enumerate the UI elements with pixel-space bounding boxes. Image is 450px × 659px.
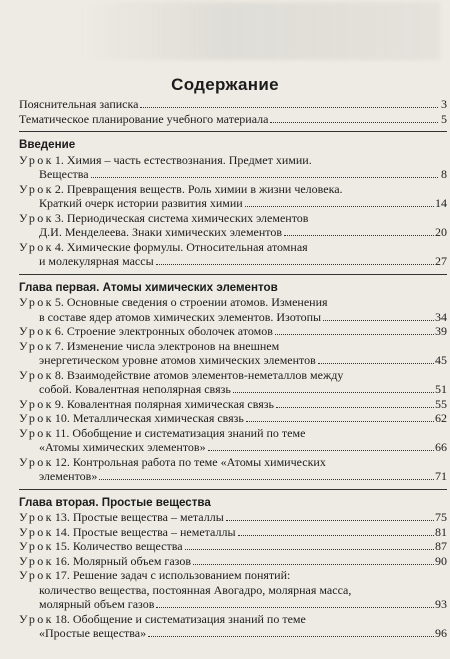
entry-text: 18. Обобщение и систематизация знаний по теме [54,611,306,626]
toc-entry-line [19,196,447,211]
toc-entry-line [19,182,447,197]
dot-leader [233,392,434,393]
page-number: 90 [435,553,447,568]
entry-text: Вещества [39,167,89,181]
toc-entry-line [19,554,447,569]
lesson-label: Урок [19,181,54,196]
section-divider [19,131,447,132]
page-number: 14 [435,196,447,210]
entry-text: 15. Количество вещества [54,539,183,553]
entry-text: Д.И. Менделеева. Знаки химических элементов [39,225,283,239]
toc-entry [19,240,447,269]
entry-text: количество вещества, постоянная Авогадро, молярная масса, [39,582,352,597]
dot-leader [185,549,434,550]
toc-entry-line [19,339,447,354]
dot-leader [246,421,434,422]
page-number: 87 [435,539,447,553]
lesson-label: Урок [19,553,54,568]
page-number: 27 [435,254,447,268]
entry-text: Тематическое планирование учебного материала [19,111,269,126]
toc-entry-line [19,510,447,525]
toc-entry-line [19,324,447,339]
dot-leader [275,334,434,335]
page-title: Содержание [171,75,279,94]
entry-text: 10. Металлическая химическая связь [54,411,244,425]
page-number: 39 [435,324,447,338]
toc-entry-line [19,612,447,627]
entry-text: 11. Обобщение и систематизация знаний по теме [54,425,306,440]
lesson-label: Урок [19,611,54,626]
section-divider [19,489,447,490]
dot-leader [156,264,434,265]
entry-text: собой. Ковалентная неполярная связь [39,382,231,396]
toc-entry-line [19,225,447,240]
entry-text: 1. Химия – часть естествознания. Предмет химии. [54,152,312,167]
dot-leader [284,235,434,236]
lesson-label: Урок [19,510,54,524]
toc-entry [19,368,447,397]
toc-entry-line [19,469,447,484]
dot-leader [276,407,434,408]
toc-entry-line [19,568,447,583]
entry-text: 8. Взаимодействие атомов элементов-неметаллов между [54,367,344,382]
lesson-label: Урок [19,210,54,225]
dot-leader [238,535,434,536]
page-number: 66 [435,440,447,454]
section-heading: Глава первая. Атомы химических элементов [19,280,278,294]
section-divider [19,274,447,275]
dot-leader [91,177,438,178]
dot-leader [99,479,434,480]
lesson-label: Урок [19,295,54,309]
section-heading: Введение [19,138,76,151]
page-number: 34 [435,309,447,324]
entry-text: 13. Простые вещества – металлы [54,510,224,524]
page-number: 81 [435,524,447,539]
page-number: 3 [441,97,447,111]
toc-entry [19,612,447,641]
entry-text: 4. Химические формулы. Относительная атомная [54,239,308,254]
lesson-label: Урок [19,568,54,582]
toc-entry [19,426,447,455]
entry-text: 16. Молярный объем газов [54,553,192,568]
entry-text: и молекулярная массы [39,254,154,268]
toc-entry-line [19,626,447,641]
page-number: 55 [435,396,447,411]
toc-entry [19,97,447,112]
entry-text: Пояснительная записка [19,97,139,111]
toc-section [19,496,447,641]
toc-entry-line [19,153,447,168]
bleed-through-text [80,2,440,60]
entry-text: «Простые вещества» [39,626,147,640]
lesson-label: Урок [19,524,54,539]
toc-entry-line [19,583,447,598]
entry-text: 9. Ковалентная полярная химическая связь [54,396,274,411]
toc-entry-line [19,112,447,127]
toc-entry-line [19,440,447,455]
toc-entry-line [19,525,447,540]
toc-entry-line [19,310,447,325]
toc-entry-line [19,411,447,426]
toc-entry-line [19,97,447,112]
toc-entry [19,211,447,240]
lesson-label: Урок [19,539,54,553]
dot-leader [226,520,434,521]
lesson-label: Урок [19,396,54,411]
toc-entry [19,411,447,426]
page-number: 5 [441,111,447,126]
entry-text: элементов» [39,469,98,483]
toc-entry-line [19,167,447,182]
page-number: 20 [435,225,447,239]
entry-text: «Атомы химических элементов» [39,440,206,454]
dot-leader [140,107,438,108]
page-number: 71 [435,469,447,483]
toc-section [19,97,447,132]
entry-text: 12. Контрольная работа по теме «Атомы химических [54,454,326,469]
entry-text: Краткий очерк истории развития химии [39,196,243,210]
page-number: 8 [441,167,447,181]
toc-entry [19,153,447,182]
page-number: 93 [435,597,447,611]
table-of-contents [19,97,447,641]
lesson-label: Урок [19,239,54,254]
toc-entry-line [19,539,447,554]
toc-entry-line [19,368,447,383]
page-number: 62 [435,411,447,425]
dot-leader [148,636,434,637]
toc-entry-line [19,353,447,368]
lesson-label: Урок [19,324,54,338]
dot-leader [193,564,434,565]
page-number: 45 [435,353,447,367]
toc-entry [19,568,447,612]
toc-entry [19,510,447,525]
toc-entry [19,112,447,127]
toc-entry [19,539,447,554]
toc-entry-line [19,211,447,226]
toc-entry [19,554,447,569]
toc-entry [19,455,447,484]
dot-leader [323,320,434,321]
entry-text: 2. Превращения веществ. Роль химии в жизни человека. [54,181,343,196]
dot-leader [245,206,434,207]
toc-entry [19,324,447,339]
toc-entry-line [19,295,447,310]
toc-entry-line [19,455,447,470]
page-number: 51 [435,382,447,396]
dot-leader [156,607,434,608]
toc-entry [19,339,447,368]
lesson-label: Урок [19,338,54,353]
toc-entry [19,397,447,412]
entry-text: 5. Основные сведения о строении атомов. Изменения [54,295,328,309]
lesson-label: Урок [19,411,54,425]
toc-entry-line [19,382,447,397]
dot-leader [270,122,438,123]
entry-text: энергетическом уровне атомов химических элементов [39,353,316,367]
toc-entry-line [19,397,447,412]
entry-text: 14. Простые вещества – неметаллы [54,524,236,539]
toc-entry [19,295,447,324]
lesson-label: Урок [19,454,54,469]
toc-entry-line [19,597,447,612]
entry-text: в составе ядер атомов химических элементов. Изотопы [39,309,322,324]
toc-entry-line [19,240,447,255]
toc-section [19,281,447,490]
lesson-label: Урок [19,425,54,440]
dot-leader [208,450,434,451]
page-number: 75 [435,510,447,524]
page-number: 96 [435,626,447,640]
entry-text: 17. Решение задач с использованием понятий: [54,568,291,582]
lesson-label: Урок [19,367,54,382]
toc-section [19,138,447,275]
toc-entry-line [19,254,447,269]
entry-text: 3. Периодическая система химических элементов [54,210,309,225]
section-heading: Глава вторая. Простые вещества [19,495,211,509]
dot-leader [318,363,434,364]
entry-text: 6. Строение электронных оболочек атомов [54,324,273,338]
entry-text: молярный объем газов [39,597,155,611]
lesson-label: Урок [19,152,54,167]
entry-text: 7. Изменение числа электронов на внешнем [54,338,280,353]
toc-entry [19,182,447,211]
toc-entry-line [19,426,447,441]
toc-entry [19,525,447,540]
